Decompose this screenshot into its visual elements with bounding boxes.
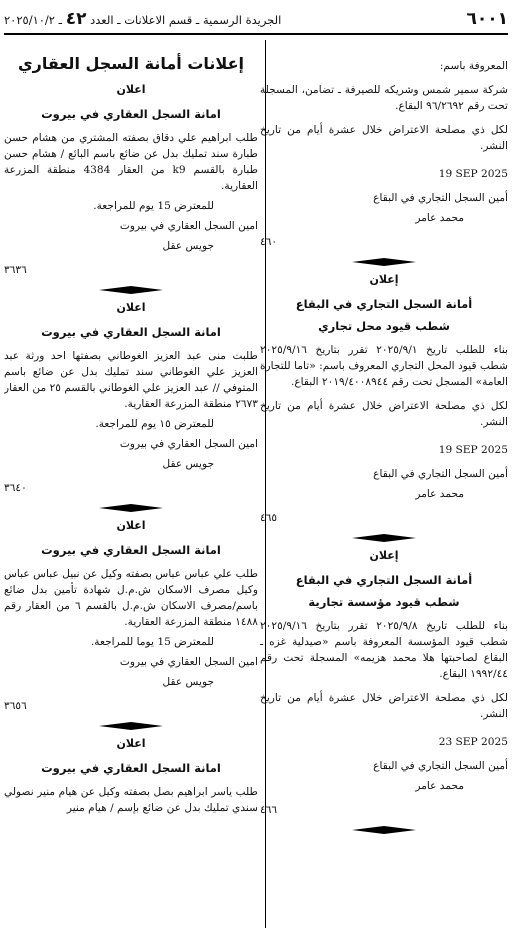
notice <box>4 300 258 496</box>
notice-heading: اعلان <box>116 737 146 750</box>
continued-body: شركة سمير شمس وشريكه للصيرفة ـ تضامن، المسجلة تحت رقم ٩٦/٢٦٩٢ البقاع. <box>260 84 508 112</box>
publication-line <box>4 9 281 29</box>
notice-ref: ٣٦٣٦ <box>4 264 27 276</box>
notice <box>4 736 258 816</box>
separator-ornament <box>260 258 508 266</box>
notice-office: امانة السجل العقاري في بيروت <box>41 107 221 121</box>
separator-ornament <box>4 722 258 730</box>
continued-signatory-title: أمين السجل التجاري في البقاع <box>373 192 508 204</box>
notice-body: طلب ياسر ابراهيم بصل بصفته وكيل عن هيام منير نصولي سندي تمليك بدل عن ضائع بإسم / هيام منير <box>4 786 258 814</box>
notice <box>4 518 258 714</box>
issue-number: ٤٢ <box>65 9 87 29</box>
issue-date: ـ ٢٠٢٥/١٠/٢ <box>4 13 63 27</box>
notice <box>260 548 508 818</box>
left-column <box>4 38 258 934</box>
notice-heading: اعلان <box>116 83 146 96</box>
notice <box>4 82 258 278</box>
continued-signatory-name: محمد عامر <box>415 212 464 224</box>
notice-body: طلب ابراهيم علي دقاق بصفته المشتري من هشام حسن طبارة سند تمليك بدل عن ضائع باسم البائع / هشام حسن طبارة بالقسم k9 من العقار 4384 منطقة المزرعة العقارية. <box>4 132 258 192</box>
separator-ornament <box>4 504 258 512</box>
notice-objection: لكل ذي مصلحة الاعتراض خلال عشرة أيام من تاريخ النشر. <box>260 692 508 720</box>
continued-intro: المعروفة باسم: <box>439 60 508 72</box>
section-title: إعلانات أمانة السجل العقاري <box>18 54 244 73</box>
notice-objection: للمعترض 15 يوم للمراجعة. <box>93 200 214 212</box>
page-number: ٦٠٠١ <box>466 9 508 29</box>
notice-date: 19 SEP 2025 <box>438 444 508 456</box>
notice-objection: للمعترض ١٥ يوم للمراجعة. <box>95 418 214 430</box>
signatory-title: امين السجل العقاري في بيروت <box>119 438 258 450</box>
notice-ref: ٤٦٠ <box>260 236 278 248</box>
separator-ornament <box>4 286 258 294</box>
publication-name: الجريدة الرسمية ـ قسم الاعلانات ـ العدد <box>90 13 282 27</box>
separator-ornament <box>260 826 508 834</box>
signatory-name: جويس عقل <box>162 458 214 470</box>
notice-body: طلبت منى عبد العزيز الغوطاني بصفتها احد ورثة عبد العزيز علي الغوطاني سند تمليك بدل عن ضائع باسم المتوفي // عبد العزيز علي الغوطاني بالقسم ٢٥ من العقار ٢٦٧٣ منطقة المزرعة العقارية. <box>4 350 258 410</box>
notice-office: أمانة السجل التجاري في البقاع <box>295 297 473 311</box>
notice-heading: اعلان <box>116 301 146 314</box>
signatory-title: أمين السجل التجاري في البقاع <box>373 760 508 772</box>
notice-ref: ٣٦٤٠ <box>4 482 27 494</box>
notice-subject: شطب قيود مؤسسة تجارية <box>308 595 460 609</box>
signatory-name: محمد عامر <box>415 488 464 500</box>
signatory-name: محمد عامر <box>415 780 464 792</box>
header-rule <box>4 33 508 35</box>
notice-date: 23 SEP 2025 <box>438 736 508 748</box>
notice-office: امانة السجل العقاري في بيروت <box>41 761 221 775</box>
notice-body: بناء للطلب تاريخ ٢٠٢٥/٩/٨ تقرر بتاريخ ٢٠٢٥/٩/١٦ شطب قيود المؤسسة المعروفة باسم «صيدلية غزه ـ البقاع لصاحبتها هلا محمد هزيمه» المسجلة تحت رقم ١٩٩٢/٤٤ البقاع. <box>260 620 508 680</box>
notice-office: امانة السجل العقاري في بيروت <box>41 325 221 339</box>
notice-ref: ٤٦٦ <box>260 804 278 816</box>
continued-date: 19 SEP 2025 <box>438 168 508 180</box>
separator-ornament <box>260 534 508 542</box>
notice-ref: ٣٦٥٦ <box>4 700 27 712</box>
notice-office: أمانة السجل التجاري في البقاع <box>295 573 473 587</box>
signatory-title: امين السجل العقاري في بيروت <box>119 656 258 668</box>
notice-subject: شطب قيود محل تجاري <box>318 319 450 333</box>
signatory-title: أمين السجل التجاري في البقاع <box>373 468 508 480</box>
notice-heading: اعلان <box>116 519 146 532</box>
page-header <box>4 6 508 32</box>
signatory-title: امين السجل العقاري في بيروت <box>119 220 258 232</box>
right-column <box>260 38 508 934</box>
notice-heading: إعلان <box>369 273 399 286</box>
notice-body: طلب علي عباس عباس بصفته وكيل عن نبيل عباس عباس وكيل مصرف الاسكان ش.م.ل شهادة تأمين بدل ضائع باسم/مصرف الاسكان ش.م.ل بالقسم ٦ من العقار رقم ١٤٨٨ منطقة المزرعة العقارية. <box>4 568 258 628</box>
signatory-name: جويس عقل <box>162 676 214 688</box>
notice <box>260 272 508 526</box>
signatory-name: جويس عقل <box>162 240 214 252</box>
notice-heading: إعلان <box>369 549 399 562</box>
notice-objection: للمعترض 15 يوما للمراجعة. <box>90 636 214 648</box>
continued-objection: لكل ذي مصلحة الاعتراض خلال عشرة أيام من تاريخ النشر. <box>260 124 508 152</box>
notice-ref: ٤٦٥ <box>260 512 278 524</box>
notice-objection: لكل ذي مصلحة الاعتراض خلال عشرة أيام من تاريخ النشر. <box>260 400 508 428</box>
notice-office: امانة السجل العقاري في بيروت <box>41 543 221 557</box>
notice-body: بناء للطلب تاريخ ٢٠٢٥/٩/١ تقرر بتاريخ ٢٠٢٥/٩/١٦ شطب قيود المحل التجاري المعروف باسم: «تاما للتجارة العامة» المسجل تحت رقم ٢٠١٩/٤٠٠٨٩٤٤ البقاع. <box>260 344 508 388</box>
